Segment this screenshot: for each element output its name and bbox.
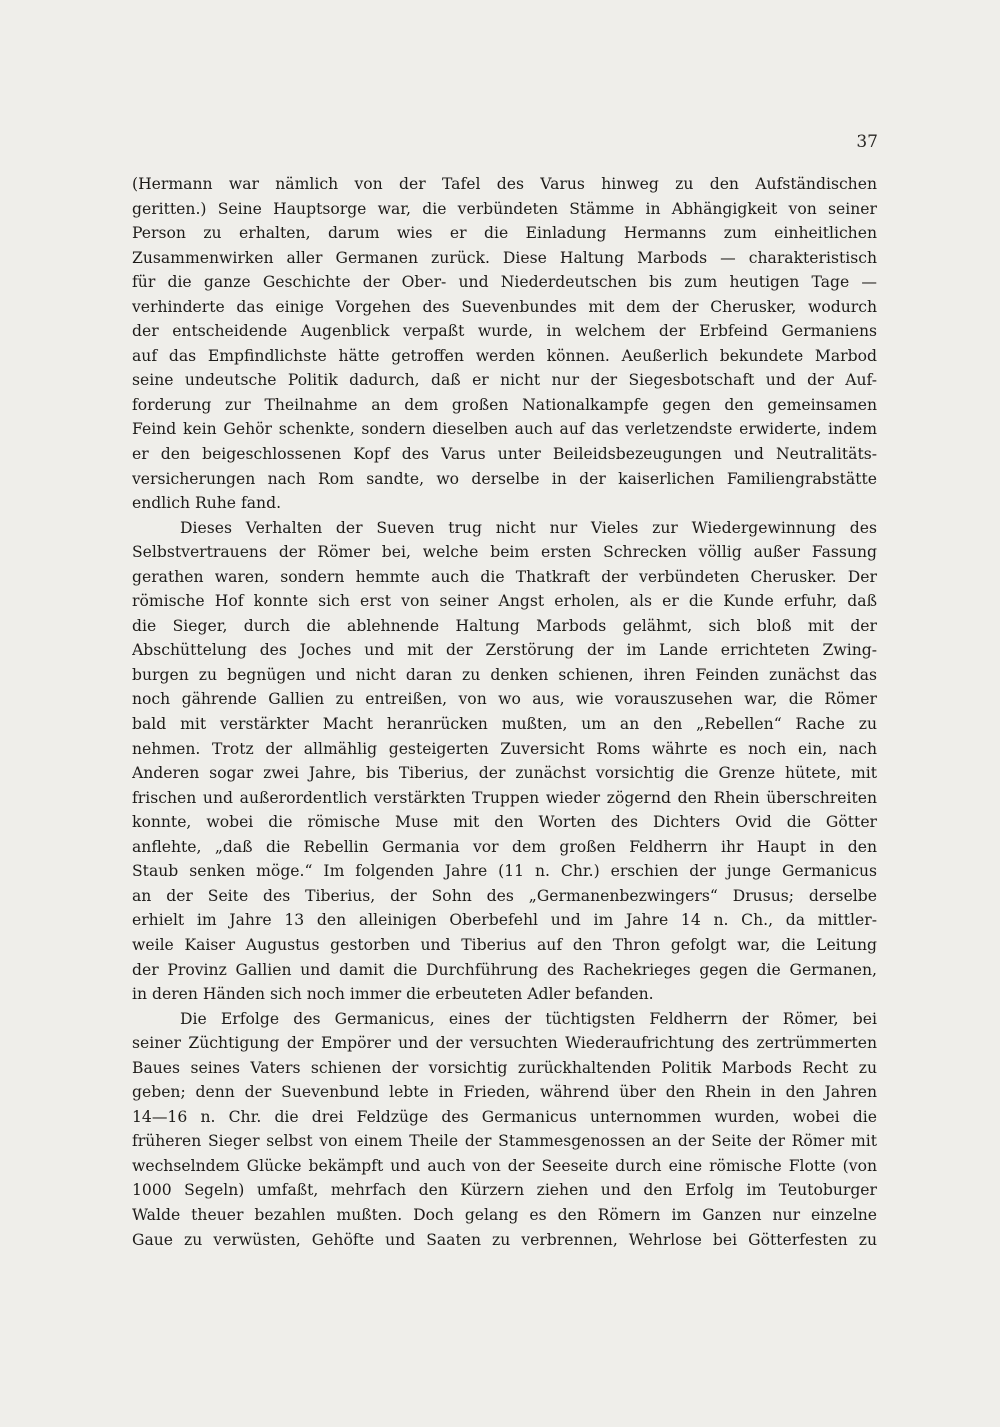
body-text <box>132 172 877 1252</box>
text-line: Selbstvertrauens der Römer bei, welche beim ersten Schrecken völlig außer Fassung <box>132 543 877 562</box>
text-line: Walde theuer bezahlen mußten. Doch gelang es den Römern im Ganzen nur einzelne <box>132 1205 877 1224</box>
text-line: nehmen. Trotz der allmählig gesteigerten Zuversicht Roms währte es noch ein, nach <box>132 739 877 758</box>
text-line: Baues seines Vaters schienen der vorsichtig zurückhaltenden Politik Marbods Recht zu <box>132 1058 877 1077</box>
text-line: Feind kein Gehör schenkte, sondern dieselben auch auf das verletzendste erwiderte, indem <box>132 420 877 439</box>
text-line: gerathen waren, sondern hemmte auch die Thatkraft der verbündeten Cherusker. Der <box>132 567 877 586</box>
text-line: bald mit verstärkter Macht heranrücken mußten, um an den „Rebellen“ Rache zu <box>132 715 877 734</box>
text-line: frischen und außerordentlich verstärkten Truppen wieder zögernd den Rhein überschreiten <box>132 788 877 807</box>
text-line: weile Kaiser Augustus gestorben und Tiberius auf den Thron gefolgt war, die Leitung <box>132 935 877 954</box>
text-line: forderung zur Theilnahme an dem großen Nationalkampfe gegen den gemeinsamen <box>132 395 877 414</box>
text-line: Zusammenwirken aller Germanen zurück. Diese Haltung Marbods — charakteristisch <box>132 248 877 267</box>
text-line: er den beigeschlossenen Kopf des Varus unter Beileidsbezeugungen und Neutralitäts- <box>132 445 877 464</box>
text-line: Staub senken möge.“ Im folgenden Jahre (11 n. Chr.) erschien der junge Germanicus <box>132 862 877 881</box>
text-line: seiner Züchtigung der Empörer und der versuchten Wiederaufrichtung des zertrümmerten <box>132 1034 877 1053</box>
text-line: geritten.) Seine Hauptsorge war, die verbündeten Stämme in Abhängigkeit von seiner <box>132 199 877 218</box>
text-line: 1000 Segeln) umfaßt, mehrfach den Kürzern ziehen und den Erfolg im Teutoburger <box>132 1181 877 1200</box>
text-line: seine undeutsche Politik dadurch, daß er nicht nur der Siegesbotschaft und der Auf- <box>132 371 877 390</box>
text-line: Anderen sogar zwei Jahre, bis Tiberius, der zunächst vorsichtig die Grenze hütete, mit <box>132 764 877 783</box>
text-line: konnte, wobei die römische Muse mit den Worten des Dichters Ovid die Götter <box>132 813 877 832</box>
text-line: Gaue zu verwüsten, Gehöfte und Saaten zu verbrennen, Wehrlose bei Götterfesten zu <box>132 1230 877 1249</box>
text-line: 14—16 n. Chr. die drei Feldzüge des Germanicus unternommen wurden, wobei die <box>132 1107 877 1126</box>
text-line: noch gährende Gallien zu entreißen, von wo aus, wie vorauszusehen war, die Römer <box>132 690 877 709</box>
text-line: verhinderte das einige Vorgehen des Suevenbundes mit dem der Cherusker, wodurch <box>132 297 877 316</box>
text-line: der entscheidende Augenblick verpaßt wurde, in welchem der Erbfeind Germaniens <box>132 322 877 341</box>
text-line: Abschüttelung des Joches und mit der Zerstörung der im Lande errichteten Zwing- <box>132 641 877 660</box>
text-line: Dieses Verhalten der Sueven trug nicht nur Vieles zur Wiedergewinnung des <box>180 518 877 537</box>
text-line: erhielt im Jahre 13 den alleinigen Oberbefehl und im Jahre 14 n. Ch., da mittler- <box>132 911 877 930</box>
page-number: 37 <box>856 132 878 152</box>
text-line: für die ganze Geschichte der Ober- und Niederdeutschen bis zum heutigen Tage — <box>132 273 877 292</box>
text-line: Die Erfolge des Germanicus, eines der tüchtigsten Feldherrn der Römer, bei <box>180 1009 877 1028</box>
text-line: anflehte, „daß die Rebellin Germania vor dem großen Feldherrn ihr Haupt in den <box>132 837 877 856</box>
text-line: (Hermann war nämlich von der Tafel des Varus hinweg zu den Aufständischen <box>132 175 877 193</box>
text-line: endlich Ruhe fand. <box>132 494 282 513</box>
text-line: in deren Händen sich noch immer die erbeuteten Adler befanden. <box>132 985 654 1004</box>
text-line: früheren Sieger selbst von einem Theile der Stammesgenossen an der Seite der Römer mit <box>132 1132 877 1151</box>
text-line: römische Hof konnte sich erst von seiner Angst erholen, als er die Kunde erfuhr, daß <box>132 592 877 611</box>
text-line: der Provinz Gallien und damit die Durchführung des Rachekrieges gegen die Germanen, <box>132 960 877 979</box>
text-line: burgen zu begnügen und nicht daran zu denken schienen, ihren Feinden zunächst das <box>132 665 877 684</box>
text-line: die Sieger, durch die ablehnende Haltung Marbods gelähmt, sich bloß mit der <box>132 616 877 635</box>
text-line: versicherungen nach Rom sandte, wo derselbe in der kaiserlichen Familiengrabstätte <box>132 469 877 488</box>
text-line: an der Seite des Tiberius, der Sohn des „Germanenbezwingers“ Drusus; derselbe <box>132 886 877 905</box>
text-line: auf das Empfindlichste hätte getroffen werden können. Aeußerlich bekundete Marbod <box>132 346 877 365</box>
text-line: geben; denn der Suevenbund lebte in Frieden, während über den Rhein in den Jahren <box>132 1083 877 1102</box>
text-line: Person zu erhalten, darum wies er die Einladung Hermanns zum einheitlichen <box>132 224 877 243</box>
text-line: wechselndem Glücke bekämpft und auch von der Seeseite durch eine römische Flotte (von <box>132 1156 877 1175</box>
